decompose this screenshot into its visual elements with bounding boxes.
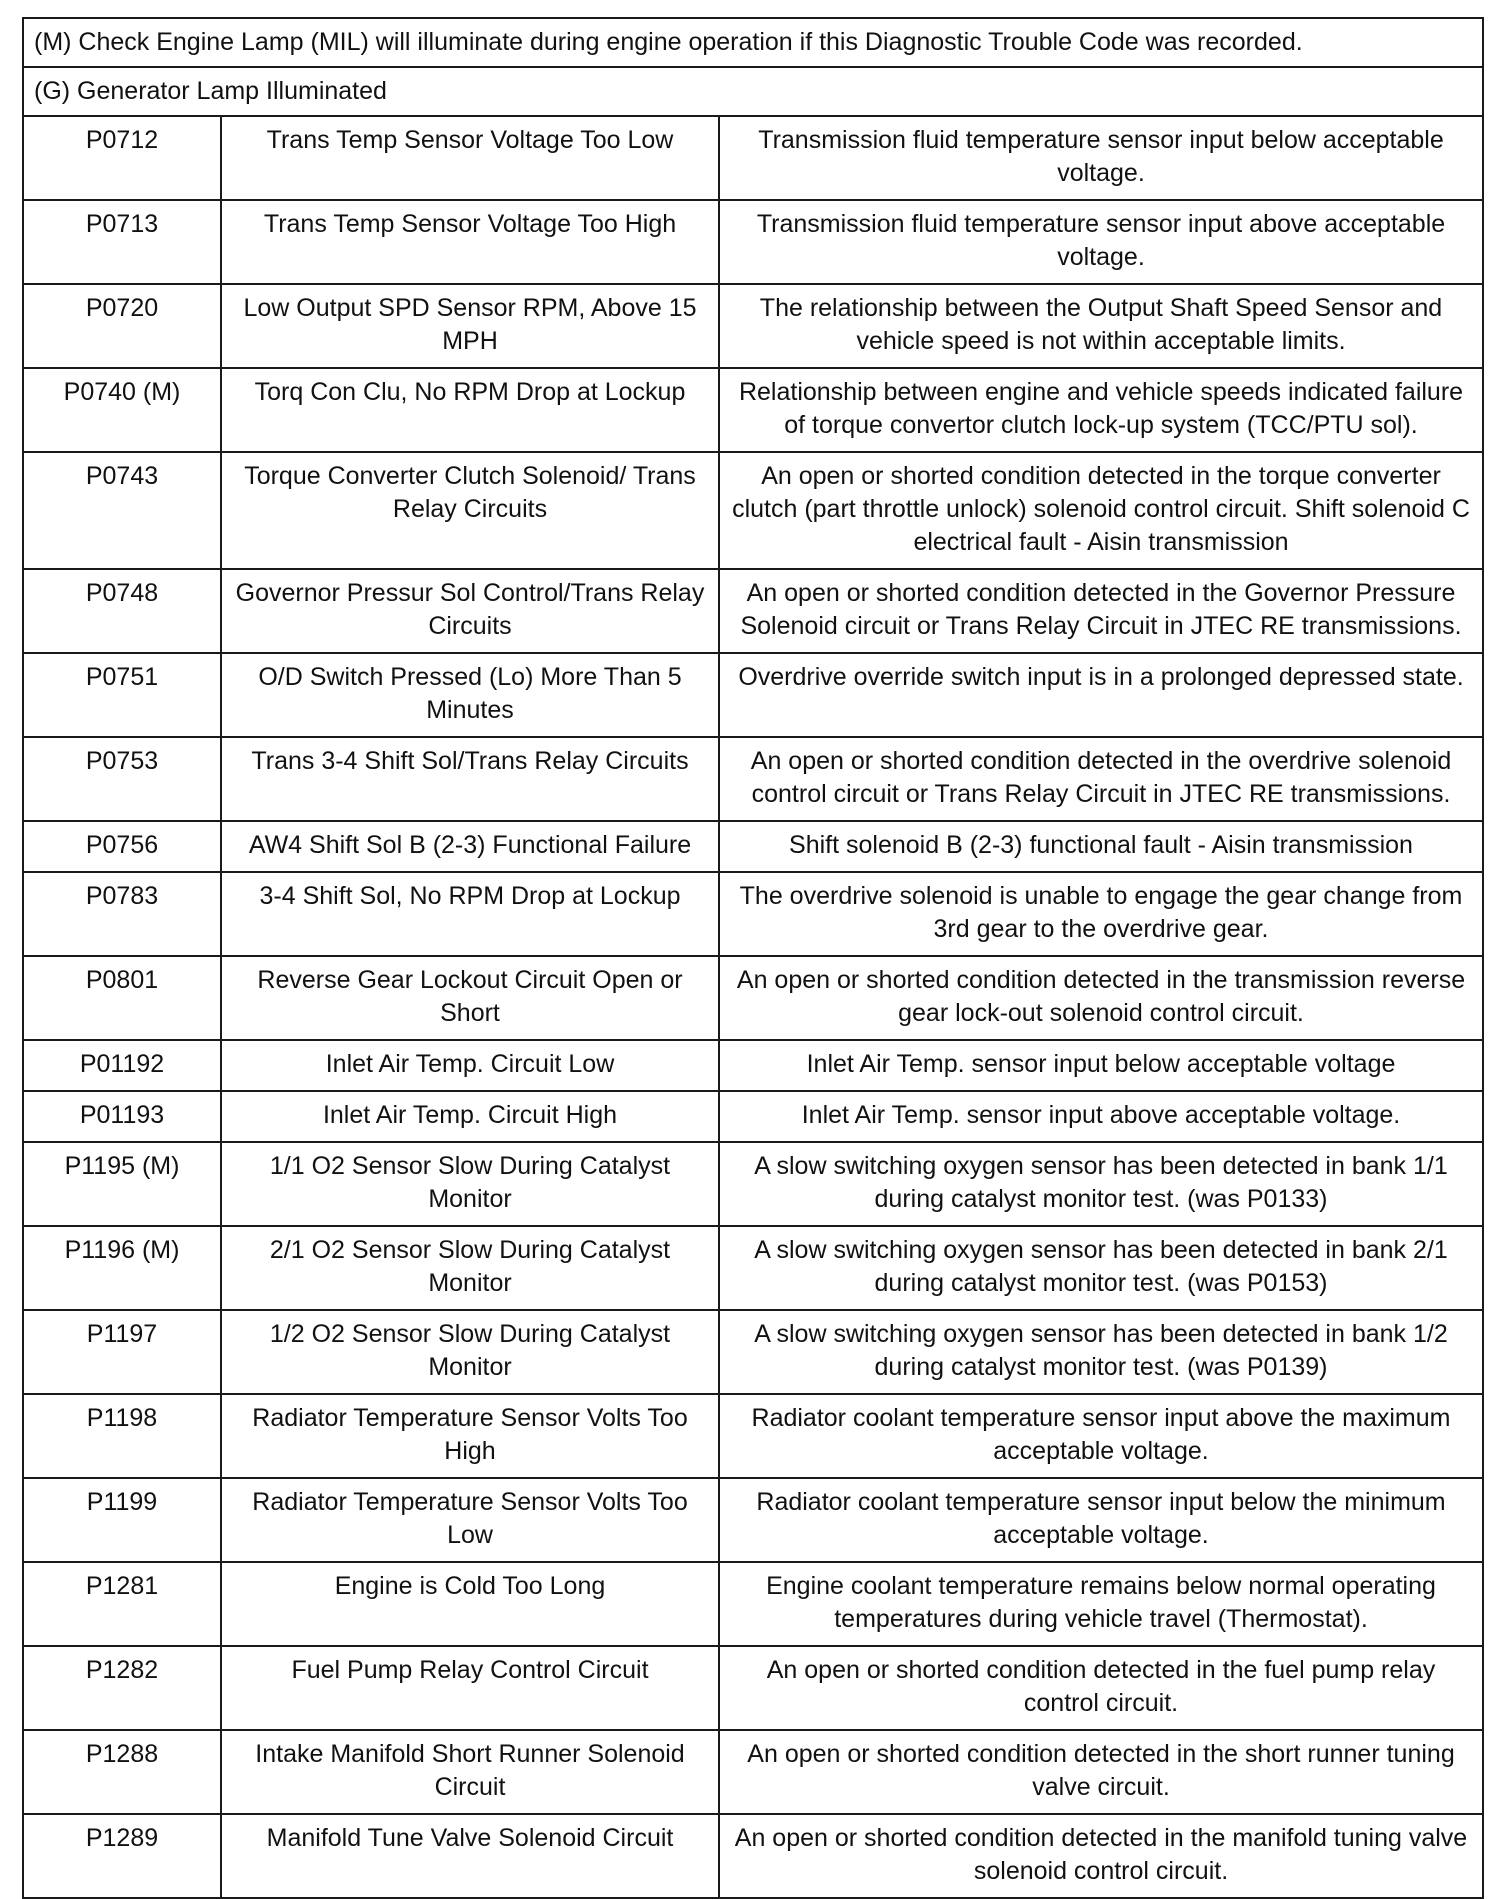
dtc-code: P0740 (M) [23, 368, 221, 452]
dtc-description: Radiator coolant temperature sensor input above the maximum acceptable voltage. [719, 1394, 1483, 1478]
table-row [23, 1394, 1483, 1478]
dtc-name: 2/1 O2 Sensor Slow During Catalyst Monitor [221, 1226, 719, 1310]
dtc-code: P0801 [23, 956, 221, 1040]
dtc-description: Transmission fluid temperature sensor input above acceptable voltage. [719, 200, 1483, 284]
dtc-name: Low Output SPD Sensor RPM, Above 15 MPH [221, 284, 719, 368]
dtc-name: Trans 3-4 Shift Sol/Trans Relay Circuits [221, 737, 719, 821]
table-row [23, 452, 1483, 569]
note-row-generator [23, 67, 1483, 116]
dtc-name: Radiator Temperature Sensor Volts Too Low [221, 1478, 719, 1562]
table-row [23, 200, 1483, 284]
table-row [23, 1730, 1483, 1814]
dtc-code: P1195 (M) [23, 1142, 221, 1226]
dtc-code: P0720 [23, 284, 221, 368]
dtc-code: P1289 [23, 1814, 221, 1898]
dtc-name: Fuel Pump Relay Control Circuit [221, 1646, 719, 1730]
dtc-name: 3-4 Shift Sol, No RPM Drop at Lockup [221, 872, 719, 956]
table-row [23, 1142, 1483, 1226]
mil-note: (M) Check Engine Lamp (MIL) will illuminate during engine operation if this Diagnostic Trouble Code was recorded. [23, 18, 1483, 67]
table-row [23, 1226, 1483, 1310]
dtc-name: 1/1 O2 Sensor Slow During Catalyst Monitor [221, 1142, 719, 1226]
table-row [23, 956, 1483, 1040]
dtc-description: A slow switching oxygen sensor has been detected in bank 1/2 during catalyst monitor test. (was P0139) [719, 1310, 1483, 1394]
dtc-description: An open or shorted condition detected in the manifold tuning valve solenoid control circuit. [719, 1814, 1483, 1898]
dtc-name: AW4 Shift Sol B (2-3) Functional Failure [221, 821, 719, 872]
dtc-description: The relationship between the Output Shaft Speed Sensor and vehicle speed is not within acceptable limits. [719, 284, 1483, 368]
dtc-name: Torque Converter Clutch Solenoid/ Trans Relay Circuits [221, 452, 719, 569]
dtc-name: Torq Con Clu, No RPM Drop at Lockup [221, 368, 719, 452]
table-row [23, 1310, 1483, 1394]
dtc-name: Trans Temp Sensor Voltage Too High [221, 200, 719, 284]
dtc-document [22, 17, 1482, 1899]
dtc-code: P0743 [23, 452, 221, 569]
dtc-description: Transmission fluid temperature sensor input below acceptable voltage. [719, 116, 1483, 200]
dtc-code: P0753 [23, 737, 221, 821]
dtc-description: Shift solenoid B (2-3) functional fault - Aisin transmission [719, 821, 1483, 872]
table-row [23, 1040, 1483, 1091]
table-row [23, 1562, 1483, 1646]
dtc-code: P01193 [23, 1091, 221, 1142]
dtc-description: An open or shorted condition detected in the Governor Pressure Solenoid circuit or Trans Relay Circuit in JTEC RE transmissions. [719, 569, 1483, 653]
dtc-code: P0756 [23, 821, 221, 872]
dtc-description: Engine coolant temperature remains below normal operating temperatures during vehicle travel (Thermostat). [719, 1562, 1483, 1646]
table-row [23, 1646, 1483, 1730]
table-row [23, 284, 1483, 368]
note-row-mil [23, 18, 1483, 67]
table-row [23, 821, 1483, 872]
dtc-code: P1282 [23, 1646, 221, 1730]
dtc-code: P1288 [23, 1730, 221, 1814]
dtc-description: A slow switching oxygen sensor has been detected in bank 2/1 during catalyst monitor test. (was P0153) [719, 1226, 1483, 1310]
table-row [23, 569, 1483, 653]
table-row [23, 872, 1483, 956]
dtc-name: Trans Temp Sensor Voltage Too Low [221, 116, 719, 200]
dtc-table-body [23, 18, 1483, 1898]
dtc-code: P1196 (M) [23, 1226, 221, 1310]
dtc-description: An open or shorted condition detected in the short runner tuning valve circuit. [719, 1730, 1483, 1814]
table-row [23, 368, 1483, 452]
table-row [23, 1091, 1483, 1142]
dtc-code: P0783 [23, 872, 221, 956]
dtc-description: The overdrive solenoid is unable to engage the gear change from 3rd gear to the overdrive gear. [719, 872, 1483, 956]
dtc-name: Manifold Tune Valve Solenoid Circuit [221, 1814, 719, 1898]
dtc-description: Radiator coolant temperature sensor input below the minimum acceptable voltage. [719, 1478, 1483, 1562]
table-row [23, 653, 1483, 737]
dtc-description: An open or shorted condition detected in the fuel pump relay control circuit. [719, 1646, 1483, 1730]
dtc-code: P1198 [23, 1394, 221, 1478]
dtc-name: Intake Manifold Short Runner Solenoid Circuit [221, 1730, 719, 1814]
dtc-name: Radiator Temperature Sensor Volts Too High [221, 1394, 719, 1478]
dtc-description: An open or shorted condition detected in the overdrive solenoid control circuit or Trans Relay Circuit in JTEC RE transmissions. [719, 737, 1483, 821]
dtc-name: Governor Pressur Sol Control/Trans Relay Circuits [221, 569, 719, 653]
dtc-description: A slow switching oxygen sensor has been detected in bank 1/1 during catalyst monitor test. (was P0133) [719, 1142, 1483, 1226]
dtc-code: P1199 [23, 1478, 221, 1562]
dtc-name: Inlet Air Temp. Circuit Low [221, 1040, 719, 1091]
table-row [23, 737, 1483, 821]
dtc-name: Engine is Cold Too Long [221, 1562, 719, 1646]
dtc-description: Inlet Air Temp. sensor input above acceptable voltage. [719, 1091, 1483, 1142]
dtc-description: Inlet Air Temp. sensor input below acceptable voltage [719, 1040, 1483, 1091]
dtc-name: Reverse Gear Lockout Circuit Open or Short [221, 956, 719, 1040]
dtc-code: P0748 [23, 569, 221, 653]
table-row [23, 1814, 1483, 1898]
dtc-code: P0751 [23, 653, 221, 737]
dtc-code: P1197 [23, 1310, 221, 1394]
dtc-description: Overdrive override switch input is in a prolonged depressed state. [719, 653, 1483, 737]
dtc-name: Inlet Air Temp. Circuit High [221, 1091, 719, 1142]
dtc-code: P0713 [23, 200, 221, 284]
dtc-description: An open or shorted condition detected in the torque converter clutch (part throttle unlock) solenoid control circuit. Shift solenoid C electrical fault - Aisin transmission [719, 452, 1483, 569]
generator-note: (G) Generator Lamp Illuminated [23, 67, 1483, 116]
dtc-code: P0712 [23, 116, 221, 200]
dtc-name: 1/2 O2 Sensor Slow During Catalyst Monitor [221, 1310, 719, 1394]
dtc-name: O/D Switch Pressed (Lo) More Than 5 Minutes [221, 653, 719, 737]
dtc-code: P1281 [23, 1562, 221, 1646]
dtc-description: Relationship between engine and vehicle speeds indicated failure of torque convertor clutch lock-up system (TCC/PTU sol). [719, 368, 1483, 452]
dtc-code: P01192 [23, 1040, 221, 1091]
table-row [23, 1478, 1483, 1562]
table-row [23, 116, 1483, 200]
dtc-description: An open or shorted condition detected in the transmission reverse gear lock-out solenoid control circuit. [719, 956, 1483, 1040]
dtc-table [22, 17, 1484, 1899]
